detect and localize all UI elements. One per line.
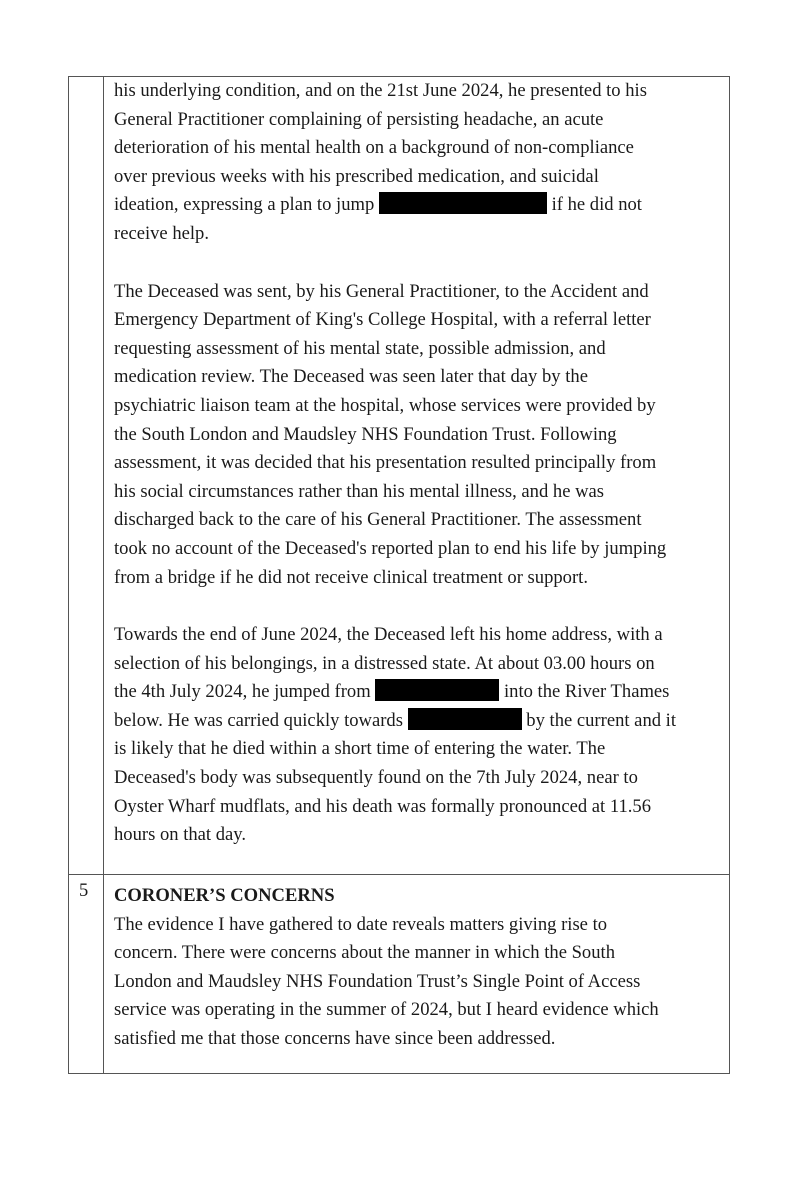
text-line: requesting assessment of his mental state, possible admission, and xyxy=(114,337,606,359)
text-line: is likely that he died within a short time of entering the water. The xyxy=(114,738,606,760)
text-line: assessment, it was decided that his presentation resulted principally from xyxy=(114,452,657,474)
text-segment: the 4th July 2024, he jumped from xyxy=(114,681,371,703)
text-line: from a bridge if he did not receive clinical treatment or support. xyxy=(114,566,588,588)
text-line: his social circumstances rather than his mental illness, and he was xyxy=(114,480,605,502)
redaction-box xyxy=(408,708,522,730)
text-line: receive help. xyxy=(114,222,209,244)
text-line: The evidence I have gathered to date reveals matters giving rise to xyxy=(114,913,608,935)
text-segment: ideation, expressing a plan to jump xyxy=(114,194,375,216)
text-line: deterioration of his mental health on a background of non-compliance xyxy=(114,137,634,159)
text-line: General Practitioner complaining of persisting headache, an acute xyxy=(114,108,604,130)
text-segment: into the River Thames xyxy=(503,681,670,703)
section-heading: CORONER’S CONCERNS xyxy=(114,885,335,906)
text-line: Oyster Wharf mudflats, and his death was formally pronounced at 11.56 xyxy=(114,795,652,817)
paragraph-gp-presentation xyxy=(114,77,726,249)
text-line: over previous weeks with his prescribed medication, and suicidal xyxy=(114,165,599,187)
text-line: Towards the end of June 2024, the Deceased left his home address, with a xyxy=(114,624,663,646)
text-line: The Deceased was sent, by his General Practitioner, to the Accident and xyxy=(114,280,649,302)
redaction-box xyxy=(375,679,499,701)
text-segment: by the current and it xyxy=(526,709,677,731)
text-line xyxy=(114,707,726,736)
text-line: hours on that day. xyxy=(114,824,247,846)
text-line: the South London and Maudsley NHS Foundation Trust. Following xyxy=(114,423,617,445)
text-segment: below. He was carried quickly towards xyxy=(114,709,403,731)
text-line: satisfied me that those concerns have since been addressed. xyxy=(114,1027,556,1049)
text-segment: if he did not xyxy=(551,194,642,216)
paragraph-death-circumstances xyxy=(114,621,726,850)
text-line: medication review. The Deceased was seen later that day by the xyxy=(114,366,588,388)
text-line: selection of his belongings, in a distressed state. At about 03.00 hours on xyxy=(114,652,655,674)
paragraph-hospital-assessment xyxy=(114,278,726,593)
text-line xyxy=(114,191,726,220)
text-line: Deceased's body was subsequently found on the 7th July 2024, near to xyxy=(114,767,638,789)
text-line: concern. There were concerns about the manner in which the South xyxy=(114,942,615,964)
text-line: service was operating in the summer of 2024, but I heard evidence which xyxy=(114,999,659,1021)
coroner-report-table xyxy=(68,76,730,1074)
text-line xyxy=(114,678,726,707)
text-line: discharged back to the care of his General Practitioner. The assessment xyxy=(114,509,642,531)
section-continued-facts xyxy=(114,77,726,879)
text-line: London and Maudsley NHS Foundation Trust’s Single Point of Access xyxy=(114,970,641,992)
text-line: psychiatric liaison team at the hospital, whose services were provided by xyxy=(114,394,656,416)
text-line: his underlying condition, and on the 21st June 2024, he presented to his xyxy=(114,80,647,101)
column-divider xyxy=(103,77,104,1073)
section-number: 5 xyxy=(79,881,89,901)
text-line: took no account of the Deceased's reported plan to end his life by jumping xyxy=(114,537,667,559)
text-line: Emergency Department of King's College Hospital, with a referral letter xyxy=(114,309,651,331)
section-coroners-concerns xyxy=(114,882,726,1054)
redaction-box xyxy=(379,192,547,214)
